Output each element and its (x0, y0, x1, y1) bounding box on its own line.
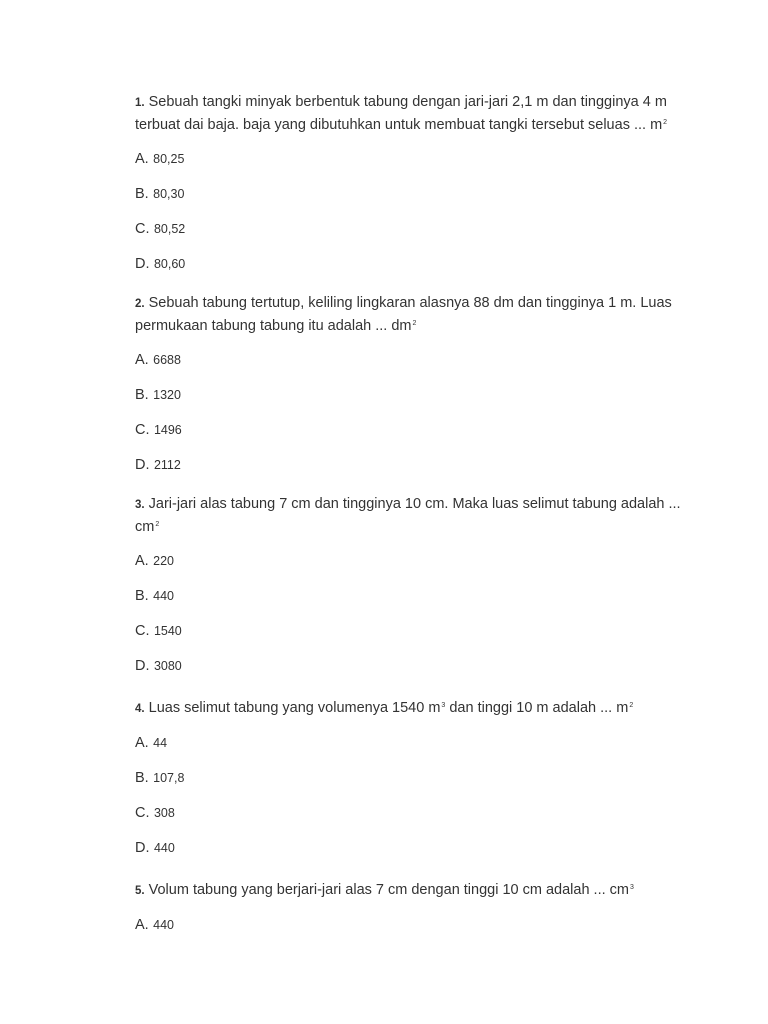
option-c (135, 220, 683, 255)
option-letter: C. (135, 221, 150, 237)
question-5 (135, 878, 683, 951)
question-text (135, 495, 683, 537)
option-letter: D. (135, 658, 150, 674)
question-body: Volum tabung yang berjari-jari alas 7 cm dengan tinggi 10 cm adalah ... cm (148, 882, 630, 898)
option-c (135, 622, 683, 657)
question-text (135, 878, 683, 901)
superscript: 2 (663, 119, 668, 126)
option-value: 1320 (153, 388, 181, 402)
option-d (135, 456, 683, 491)
option-letter: A. (135, 735, 149, 751)
option-letter: A. (135, 352, 149, 368)
option-value: 440 (153, 589, 175, 603)
option-a (135, 150, 683, 185)
option-c (135, 804, 683, 839)
option-letter: A. (135, 917, 149, 933)
option-d (135, 839, 683, 874)
question-2 (135, 294, 683, 491)
option-letter: C. (135, 805, 150, 821)
document-page (135, 93, 683, 951)
option-value: 308 (153, 806, 175, 820)
option-value: 80,52 (153, 222, 186, 236)
option-value: 1496 (153, 423, 182, 437)
option-value: 3080 (153, 659, 182, 673)
option-c (135, 421, 683, 456)
option-letter: C. (135, 422, 150, 438)
option-value: 440 (153, 918, 175, 932)
option-value: 80,25 (153, 152, 185, 166)
option-d (135, 255, 683, 290)
option-letter: B. (135, 770, 149, 786)
question-3 (135, 495, 683, 692)
question-number: 4. (135, 703, 145, 715)
question-1 (135, 93, 683, 290)
superscript: 2 (412, 320, 417, 327)
option-value: 2112 (153, 458, 181, 472)
question-text (135, 294, 683, 336)
option-letter: A. (135, 151, 149, 167)
question-body-continued: dan tinggi 10 m adalah ... m (445, 700, 629, 716)
option-letter: D. (135, 457, 150, 473)
option-value: 1540 (153, 624, 182, 638)
option-letter: A. (135, 553, 149, 569)
superscript: 3 (630, 884, 634, 891)
option-a (135, 351, 683, 386)
option-value: 6688 (153, 353, 181, 367)
option-value: 440 (153, 841, 175, 855)
superscript: 2 (155, 521, 160, 528)
option-value: 44 (153, 736, 168, 750)
option-value: 107,8 (153, 771, 185, 785)
option-letter: B. (135, 186, 149, 202)
question-number: 1. (135, 97, 145, 109)
option-list (135, 734, 683, 874)
question-body: Jari-jari alas tabung 7 cm dan tingginya 10 cm. Maka luas selimut tabung adalah ... cm (135, 496, 681, 535)
question-body: Sebuah tangki minyak berbentuk tabung dengan jari-jari 2,1 m dan tingginya 4 m terbuat dai baja. baja yang dibutuhkan untuk membuat tangki tersebut seluas ... m (135, 94, 667, 133)
superscript: 2 (629, 702, 634, 709)
option-list (135, 916, 683, 951)
option-list (135, 351, 683, 491)
question-number: 5. (135, 885, 145, 897)
superscript: 3 (441, 702, 446, 709)
option-a (135, 916, 683, 951)
option-b (135, 386, 683, 421)
question-text (135, 93, 683, 135)
option-b (135, 769, 683, 804)
option-value: 80,60 (153, 257, 186, 271)
option-a (135, 734, 683, 769)
option-letter: B. (135, 588, 149, 604)
option-letter: C. (135, 623, 150, 639)
option-b (135, 185, 683, 220)
question-number: 2. (135, 298, 145, 310)
option-a (135, 552, 683, 587)
question-body: Luas selimut tabung yang volumenya 1540 m (148, 700, 441, 716)
option-list (135, 150, 683, 290)
question-4 (135, 696, 683, 874)
question-number: 3. (135, 499, 145, 511)
option-value: 80,30 (153, 187, 185, 201)
option-letter: D. (135, 256, 150, 272)
option-list (135, 552, 683, 692)
option-letter: B. (135, 387, 149, 403)
option-value: 220 (153, 554, 175, 568)
option-b (135, 587, 683, 622)
option-d (135, 657, 683, 692)
option-letter: D. (135, 840, 150, 856)
question-body: Sebuah tabung tertutup, keliling lingkaran alasnya 88 dm dan tingginya 1 m. Luas permukaan tabung tabung itu adalah ... dm (135, 295, 672, 334)
question-text (135, 696, 683, 719)
